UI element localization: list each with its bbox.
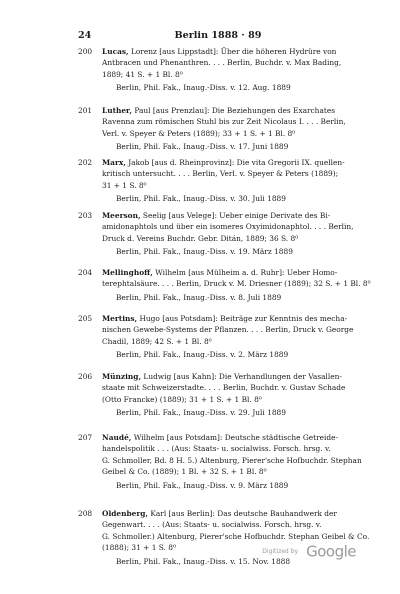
- citation-first-line: [102, 432, 382, 443]
- citation-line: terephtalsäure. . . . Berlin, Druck v. M. Driesner (1889); 32 S. + 1 Bl. 8⁰: [102, 279, 371, 289]
- author-surname: Lucas,: [102, 47, 129, 56]
- citation-first-line: [102, 105, 382, 116]
- citation-line: kritisch untersucht. . . . Berlin, Verl. v. Speyer & Peters (1889);: [102, 169, 339, 179]
- entry-citation: [102, 267, 382, 290]
- dissertation-note: Berlin, Phil. Fak., Inaug.-Diss. v. 12. Aug. 1889: [116, 83, 291, 93]
- citation-line-text: Jakob [aus d. Rheinprovinz]: Die vita Gregorii IX. quellen-: [128, 158, 345, 167]
- author-surname: Mellinghoff,: [102, 268, 153, 277]
- watermark-prefix: Digitized by: [262, 547, 298, 555]
- citation-line-text: Ludwig [aus Kahn]: Die Verhandlungen der Vasallen-: [143, 372, 342, 381]
- citation-first-line: [102, 267, 382, 278]
- author-surname: Oldenberg,: [102, 509, 148, 518]
- entry-number: 206: [78, 372, 93, 381]
- dissertation-note: Berlin, Phil. Fak., Inaug.-Diss. v. 15. Nov. 1888: [116, 556, 291, 566]
- entry-number: 202: [78, 158, 93, 167]
- citation-line: 31 + 1 S. 8⁰: [102, 180, 147, 190]
- citation-line-text: Wilhelm [aus Potsdam]: Deutsche städtische Getreide-: [133, 433, 338, 442]
- digitized-by-google-watermark: [262, 541, 356, 561]
- citation-line: nischen Gewebe-Systems der Pflanzen. . . . Berlin, Druck v. George: [102, 325, 354, 335]
- dissertation-note: Berlin, Phil. Fak., Inaug.-Diss. v. 9. März 1889: [116, 480, 289, 490]
- citation-line: (1888); 31 + 1 S. 8⁰: [102, 543, 176, 553]
- author-surname: Naudé,: [102, 433, 132, 442]
- citation-line: Geibel & Co. (1889); 1 Bl. + 32 S. + 1 Bl. 8⁰: [102, 467, 267, 477]
- citation-line: G. Schmoller.) Altenburg, Pierer'sche Hofbuchdr. Stephan Geibel & Co.: [102, 531, 370, 541]
- citation-line: staate mit Schweizerstadte. . . . Berlin, Buchdr. v. Gustav Schade: [102, 383, 346, 393]
- entry-citation: [102, 210, 382, 244]
- citation-first-line: [102, 508, 382, 519]
- entry-citation: [102, 105, 382, 139]
- citation-line: Chadil, 1889; 42 S. + 1 Bl. 8⁰: [102, 336, 212, 346]
- citation-line: Verl. v. Speyer & Peters (1889); 33 + 1 S. + 1 Bl. 8⁰: [102, 128, 296, 138]
- citation-line: G. Schmoller, Bd. 8 H. 5.) Altenburg, Pierer'sche Hofbuchdr. Stephan: [102, 455, 362, 465]
- citation-line: (Otto Francke) (1889); 31 + 1 S. + 1 Bl. 8⁰: [102, 394, 262, 404]
- citation-line: 1889; 41 S. + 1 Bl. 8⁰: [102, 69, 183, 79]
- page-number: 24: [78, 30, 92, 41]
- author-surname: Luther,: [102, 106, 132, 115]
- running-title: Berlin 1888 · 89: [174, 30, 262, 41]
- citation-line: amidonaphtols und über ein isomeres Oxyimidonaphtol. . . . Berlin,: [102, 222, 354, 232]
- citation-first-line: [102, 157, 382, 168]
- entry-number: 203: [78, 211, 93, 220]
- entry-citation: [102, 46, 382, 80]
- dissertation-note: Berlin, Phil. Fak., Inaug.-Diss. v. 29. Juli 1889: [116, 408, 286, 418]
- citation-line-text: Paul [aus Prenzlau]: Die Beziehungen des Exarchates: [134, 106, 335, 115]
- entry-number: 200: [78, 47, 93, 56]
- citation-line: Druck d. Vereins Buchdr. Gebr. Ditán, 1889; 36 S. 8⁰: [102, 233, 299, 243]
- citation-first-line: [102, 313, 382, 324]
- dissertation-note: Berlin, Phil. Fak., Inaug.-Diss. v. 30. Juli 1889: [116, 194, 286, 204]
- citation-line: Gegenwart. . . . (Aus: Staats- u. socialwiss. Forsch. hrsg. v.: [102, 520, 322, 530]
- dissertation-note: Berlin, Phil. Fak., Inaug.-Diss. v. 17. Juni 1889: [116, 142, 289, 152]
- entry-citation: [102, 371, 382, 405]
- entry-number: 207: [78, 433, 93, 442]
- entry-citation: [102, 313, 382, 347]
- citation-line-text: Wilhelm [aus Mülheim a. d. Ruhr]: Ueber Homo-: [155, 268, 338, 277]
- dissertation-note: Berlin, Phil. Fak., Inaug.-Diss. v. 2. März 1889: [116, 350, 289, 360]
- author-surname: Marx,: [102, 158, 126, 167]
- citation-line: handelspolitik . . . (Aus: Staats- u. socialwiss. Forsch. hrsg. v.: [102, 444, 331, 454]
- author-surname: Meerson,: [102, 211, 141, 220]
- entry-citation: [102, 157, 382, 191]
- citation-line-text: Seelig [aus Velege]: Ueber einige Derivate des Bi-: [142, 211, 331, 220]
- entry-number: 201: [78, 106, 93, 115]
- dissertation-note: Berlin, Phil. Fak., Inaug.-Diss. v. 8. Juli 1889: [116, 292, 282, 302]
- entry-number: 205: [78, 314, 93, 323]
- citation-line-text: Karl [aus Berlin]: Das deutsche Bauhandwerk der: [150, 509, 337, 518]
- entry-citation: [102, 432, 382, 478]
- entry-number: 208: [78, 509, 93, 518]
- citation-line-text: Lorenz [aus Lippstadt]: Über die höheren Hydrüre von: [130, 47, 337, 56]
- citation-first-line: [102, 210, 382, 221]
- author-surname: Mertins,: [102, 314, 138, 323]
- citation-first-line: [102, 46, 382, 57]
- entry-number: 204: [78, 268, 93, 277]
- citation-line: Ravenna zum römischen Stuhl bis zur Zeit Nicolaus I. . . . Berlin,: [102, 117, 346, 127]
- citation-line: Antbracen und Phenanthren. . . . Berlin, Buchdr. v. Max Bading,: [102, 58, 342, 68]
- dissertation-note: Berlin, Phil. Fak., Inaug.-Diss. v. 19. März 1889: [116, 247, 293, 257]
- citation-first-line: [102, 371, 382, 382]
- citation-line-text: Hugo [aus Potsdam]: Beiträge zur Kenntnis des mecha-: [139, 314, 348, 323]
- author-surname: Münzing,: [102, 372, 142, 381]
- google-logo: Google: [306, 542, 356, 560]
